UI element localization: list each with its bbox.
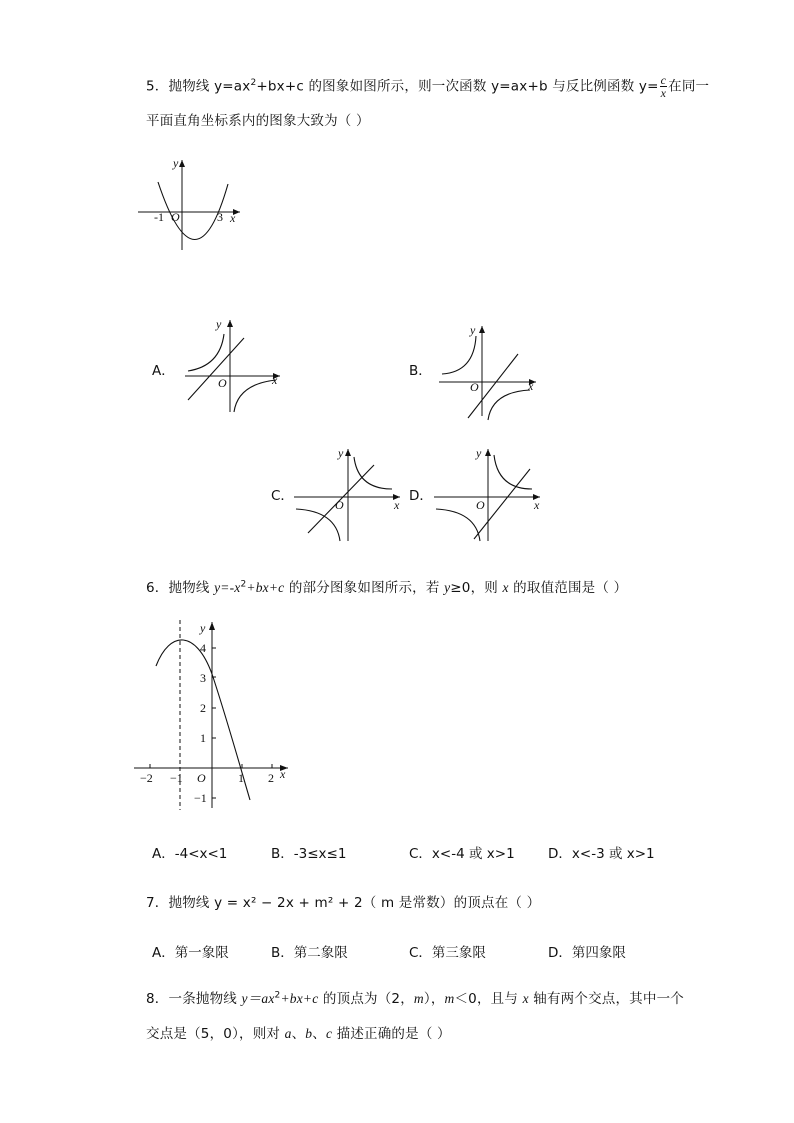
svg-text:x: x (528, 379, 534, 393)
q6-graph-y-label: y (200, 621, 206, 635)
q5-option-c-graph (292, 445, 408, 545)
q5-option-b-label[interactable]: B． (409, 363, 432, 379)
svg-text:x: x (534, 498, 540, 512)
q7-option-c[interactable]: C．第三象限 (409, 945, 486, 961)
svg-text:y: y (216, 317, 222, 331)
q5-option-b-graph (434, 320, 544, 420)
q5-graph-root-right: 3 (217, 210, 223, 224)
q5-option-a-graph (180, 316, 290, 416)
svg-text:O: O (476, 498, 485, 512)
q7-option-b[interactable]: B．第二象限 (271, 945, 348, 961)
q6-parabola-graph (130, 616, 300, 816)
q5-stem-line2: 平面直角坐标系内的图象大致为（ ） (146, 113, 370, 129)
q5-graph-y-label: y (173, 156, 179, 170)
q5-option-d-label[interactable]: D． (409, 488, 433, 504)
q5-graph-root-left: -1 (154, 210, 164, 224)
q6-ytick-4: 4 (200, 641, 206, 655)
svg-text:O: O (335, 498, 344, 512)
q6-ytick-1: 1 (200, 731, 206, 745)
q6-ytick-3: 3 (200, 671, 206, 685)
q6-ytick-2: 2 (200, 701, 206, 715)
svg-text:y: y (476, 446, 482, 460)
q8-stem-line2: 交点是（5，0），则对 a、b、c 描述正确的是（ ） (146, 1026, 451, 1042)
q5-stem-line1: 5．抛物线 $y=ax^2+bx+c$ 的图象如图所示，则一次函数 y=ax+b 与反比例函数 y= $\frac{c}{x}$ 在同一 (146, 73, 710, 100)
q5-graph-origin: O (171, 210, 180, 224)
q7-stem: 7．抛物线 y = x² − 2x + m² + 2（ m 是常数）的顶点在（ ） (146, 895, 541, 911)
q6-option-d[interactable]: D．x<-3 或 x>1 (548, 846, 655, 862)
q6-xtick-2: 2 (268, 771, 274, 785)
q7-option-a[interactable]: A．第一象限 (152, 945, 229, 961)
q5-graph-x-label: x (230, 211, 236, 225)
q8-stem-line1: 8．一条抛物线 $y=ax^2+bx+c$ 的顶点为（2，m），m＜0，且与 x 轴有两个交点，其中一个 (146, 990, 684, 1007)
svg-text:y: y (338, 446, 344, 460)
q5-option-a-label[interactable]: A． (152, 363, 175, 379)
q5-parabola-graph (130, 150, 250, 260)
svg-text:O: O (470, 380, 479, 394)
q6-option-a[interactable]: A．-4<x<1 (152, 846, 228, 862)
q6-option-b[interactable]: B．-3≤x≤1 (271, 846, 347, 862)
q6-graph-origin: O (197, 771, 206, 785)
svg-text:x: x (394, 498, 400, 512)
q6-xtick-neg1: −1 (170, 771, 183, 785)
svg-text:x: x (272, 373, 278, 387)
q6-graph-x-label: x (280, 767, 286, 781)
q6-ytick-neg1: −1 (194, 791, 207, 805)
fraction-c-over-x: $\frac{c}{x}$ (660, 73, 667, 100)
q7-option-d[interactable]: D．第四象限 (548, 945, 626, 961)
svg-text:O: O (218, 376, 227, 390)
q6-xtick-1: 1 (238, 771, 244, 785)
q6-stem: 6．抛物线 $y=-x^2+bx+c$ 的部分图象如图所示，若 y≥0，则 x 的取值范围是（ ） (146, 579, 628, 596)
q5-option-c-label[interactable]: C． (271, 488, 294, 504)
q6-option-c[interactable]: C．x<-4 或 x>1 (409, 846, 515, 862)
q5-option-d-graph (430, 445, 546, 545)
svg-text:y: y (470, 323, 476, 337)
q6-xtick-neg2: −2 (140, 771, 153, 785)
